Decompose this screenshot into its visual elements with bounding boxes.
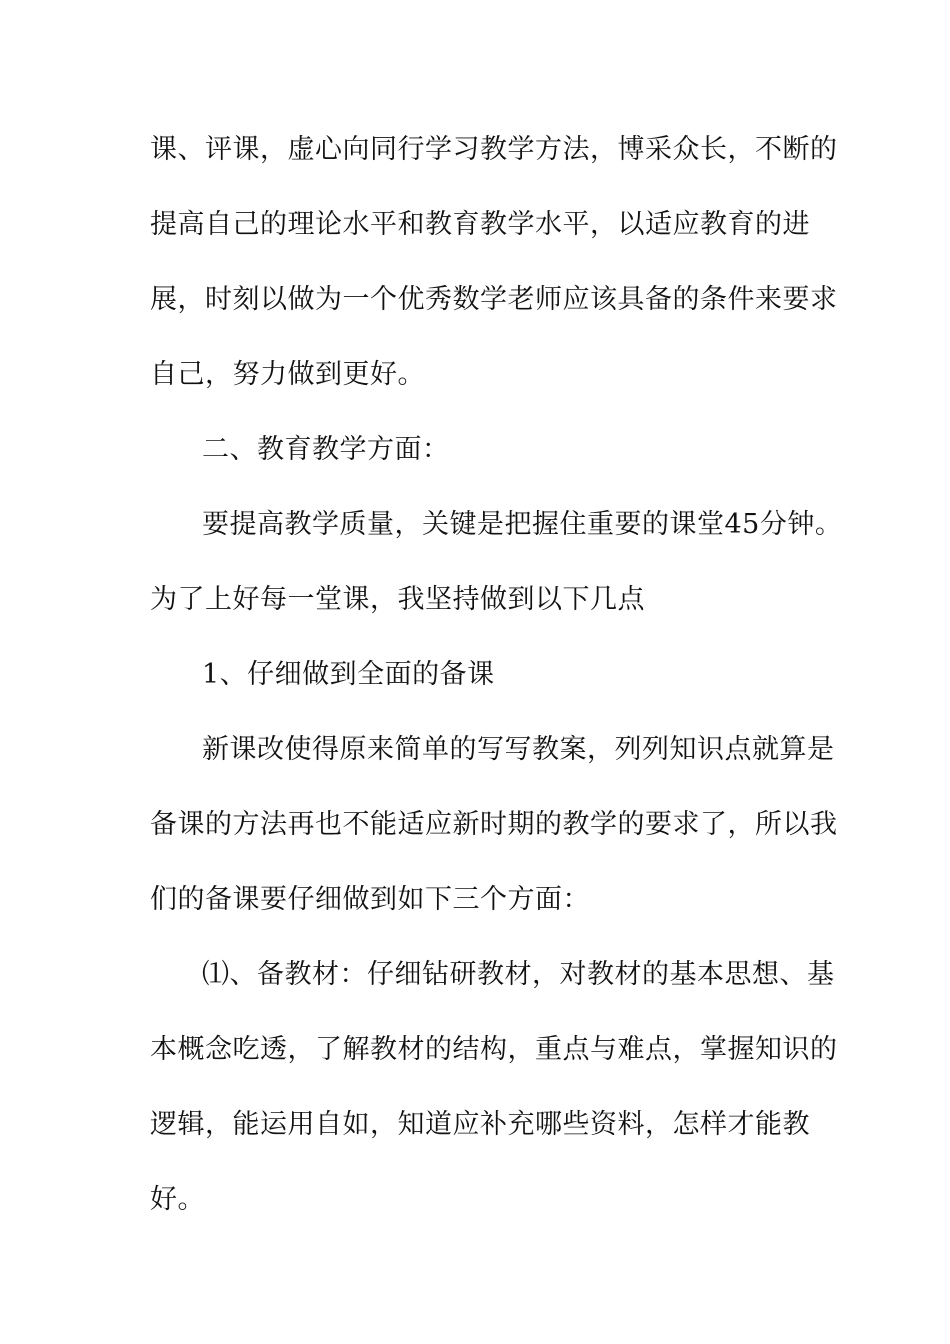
text-line: 好。	[150, 1184, 205, 1215]
subsection-heading: 1、仔细做到全面的备课	[202, 659, 495, 690]
text-line: 提高自己的理论水平和教育教学水平，以适应教育的进	[150, 209, 810, 240]
text-line: 新课改使得原来简单的写写教案，列列知识点就算是	[202, 734, 835, 765]
text-line: 自己，努力做到更好。	[150, 359, 425, 390]
text-line: 展，时刻以做为一个优秀数学老师应该具备的条件来要求	[150, 284, 838, 315]
text-line: 逻辑，能运用自如，知道应补充哪些资料，怎样才能教	[150, 1109, 810, 1140]
text-line: 本概念吃透，了解教材的结构，重点与难点，掌握知识的	[150, 1034, 838, 1065]
text-line: 课、评课，虚心向同行学习教学方法，博采众长，不断的	[150, 134, 838, 165]
text-line: ⑴、备教材：仔细钻研教材，对教材的基本思想、基	[202, 959, 835, 990]
text-line: 要提高教学质量，关键是把握住重要的课堂45分钟。	[202, 509, 843, 540]
section-heading: 二、教育教学方面：	[202, 434, 450, 465]
text-line: 为了上好每一堂课，我坚持做到以下几点	[150, 584, 645, 615]
text-line: 备课的方法再也不能适应新时期的教学的要求了，所以我	[150, 809, 838, 840]
text-line: 们的备课要仔细做到如下三个方面：	[150, 884, 590, 915]
